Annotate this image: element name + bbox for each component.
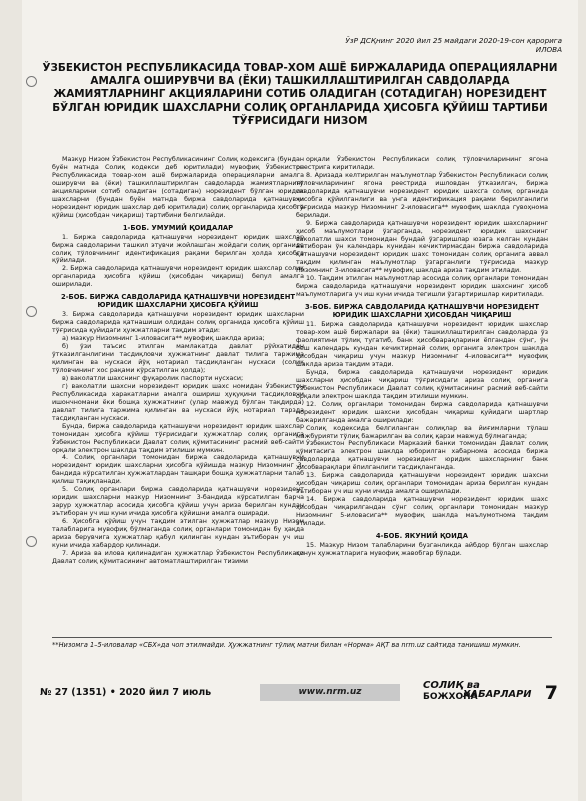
paragraph: Солиқ кодексида белгиланган солиқлар ва йиғимларни тўлаш мажбурияти тўлиқ бажарилган ва солиқ қарзи мавжуд бўлмаганда;	[296, 424, 548, 440]
paragraph: 3. Биржа савдоларида қатнашувчи норезидент юридик шахсларни биржа савдоларида қатнашиши олдидан солиқ органида ҳисобга қўйиш тўғрисида қуйидаги ҳужжатларни тақдим этади:	[52, 311, 304, 335]
paragraph: 11. Биржа савдоларида қатнашувчи норезидент юридик шахслар товар-хом ашё биржалари ва (ёки) ташкиллаштирилган савдоларда ўз фаолиятини тўлиқ тугатиб, банк ҳисобварақларини ёпгандан сўнг, ўн беш календарь кундан кечиктирмай солиқ органига электрон шаклда ҳисобдан чиқариш учун мазкур Низомнинг 4-иловасига** мувофиқ шаклда ариза тақдим этади.	[296, 321, 548, 368]
paragraph: Мазкур Низом Ўзбекистон Республикасининг Солиқ кодексига (бундан буён матнда Солиқ кодекси деб юритилади) мувофиқ Ўзбекистон Республикасида товар-хом ашё биржаларида операцияларни амалга оширувчи ва (ёки) ташкиллаштирилган савдоларда жамиятларнинг акцияларини сотиб оладиган (сотадиган) норезидент бўлган юридик шахсларни (бундан буён матнда биржа савдоларида қатнашувчи норезидент юридик шахслар деб юритилади) солиқ органларида ҳисобга қўйиш (ҳисобдан чиқариш) тартибини белгилайди.	[52, 156, 304, 219]
paragraph: орқали Ўзбекистон Республикаси солиқ тўловчиларининг ягона реестрига киритилади.	[296, 156, 548, 171]
section-heading: 3-БОБ. БИРЖА САВДОЛАРИДА ҚАТНАШУВЧИ НОРЕЗИДЕНТ ЮРИДИК ШАХСЛАРНИ ҲИСОБДАН ЧИҚАРИШ	[304, 303, 540, 320]
footnote: **Низомга 1–5-иловалар «СБХ»да чоп этилмайди. Ҳужжатнинг тўлиқ матни билан «Норма» АҚТ ва nrm.uz сайтида танишиш мумкин.	[52, 641, 521, 649]
paragraph: 5. Солиқ органлари биржа савдоларида қатнашувчи норезидент юридик шахсларни мазкур Низомнинг 3-бандида кўрсатилган барча зарур ҳужжатлар асосида ҳисобга қўйиш учун ариза берилган кундан эътиборан уч иш куни ичида ҳисобга қўйишни амалга оширади.	[52, 486, 304, 518]
newspaper-footer	[28, 678, 566, 708]
document-title: ЎЗБЕКИСТОН РЕСПУБЛИКАСИДА ТОВАР-ХОМ АШЁ БИРЖАЛАРИДА ОПЕРАЦИЯЛАРНИ АМАЛГА ОШИРУВЧИ ВА (ЁКИ) ТАШКИЛЛАШТИРИЛГАН САВДОЛАРДА ЖАМИЯТЛАРНИНГ АКЦИЯЛАРИНИ СОТИБ ОЛАДИГАН (СОТАДИГАН) НОРЕЗИДЕНТ БЎЛГАН ЮРИДИК ШАХСЛАРНИ СОЛИҚ ОРГАНЛАРИДА ҲИСОБГА ҚЎЙИШ ТАРТИБИ ТЎҒРИСИДАГИ НИЗОМ	[42, 62, 558, 127]
paragraph: Ўзбекистон Республикаси Марказий банки томонидан Давлат солиқ қўмитасига электрон шаклда юборилган хабарнома асосида биржа савдоларида қатнашувчи норезидент юридик шахсларнинг банк ҳисобварақлари ёпилганлиги тасдиқланганда.	[296, 440, 548, 472]
left-text-column	[52, 156, 304, 566]
issue-info: № 27 (1351) • 2020 йил 7 июль	[40, 687, 212, 698]
paragraph: в) ваколатли шахснинг фуқаролик паспорти нусхаси;	[62, 374, 244, 382]
paragraph: 9. Биржа савдоларида қатнашувчи норезидент юридик шахсларнинг ҳисоб маълумотлари ўзгарганда, норезидент юридик шахснинг ваколатли шахси томонидан бундай ўзгаришлар юзага келган кундан эътиборан ўн календарь кунидан кечиктирмасдан биржа савдоларида қатнашувчи норезидент юридик шахс томонидан солиқ органига аввал тақдим қилинган маълумотлар ўзгарганлиги тўғрисида мазкур Низомнинг 3-иловасига** мувофиқ шаклда ариза тақдим этилади.	[296, 219, 548, 275]
paragraph: б) ўзи таъсис этилган мамлакатда давлат рўйхатидан ўтказилганлигини тасдиқловчи ҳужжатнинг давлат тилига таржима қилинган ва нусхаси йўқ нотариал тасдиқланган нусхаси (солиқ тўловчининг хос рақами кўрсатилган ҳолда);	[52, 343, 304, 374]
page-number: 7	[544, 682, 558, 704]
paragraph: а) мазкур Низомнинг 1-иловасига** мувофиқ шаклда ариза;	[62, 335, 265, 343]
paragraph: 14. Биржа савдоларида қатнашувчи норезидент юридик шахс ҳисобдан чиқарилгандан сўнг солиқ органлари томонидан мазкур Низомнинг 5-иловасига** мувофиқ шаклда маълумотнома тақдим этилади.	[296, 496, 548, 527]
publication-logo	[423, 680, 532, 706]
footnote-divider	[52, 637, 552, 638]
paragraph: 12. Солиқ органлари томонидан биржа савдоларида қатнашувчи норезидент юридик шахсни ҳисобдан чиқариш қуйидаги шартлар бажарилганда амалга оширилади:	[296, 400, 548, 424]
paragraph: 8. Аризада келтирилган маълумотлар Ўзбекистон Республикаси солиқ тўловчиларининг ягона реестрида ишловдан ўтказилгач, биржа савдоларида қатнашувчи норезидент юридик шахсга солиқ органида ҳисобга қўйилганлиги ва унга идентификация рақами берилганлиги тўғрисида мазкур Низомнинг 2-иловасига** мувофиқ шаклда гувоҳнома берилади.	[296, 171, 548, 219]
header-note-line1: ЎзР ДСҚнинг 2020 йил 25 майдаги 2020-19-сон қарорига	[345, 36, 562, 45]
paragraph: 1. Биржа савдоларида қатнашувчи норезидент юридик шахслар биржа савдоларини ташкил этувчи жойлашган жойдаги солиқ органида солиқ тўловчининг идентификация рақами берилган ҳолда ҳисобга қўйилади.	[52, 233, 304, 265]
section-heading: 1-БОБ. УМУМИЙ ҚОИДАЛАР	[122, 223, 234, 232]
paragraph: 4. Солиқ органлари томонидан биржа савдоларида қатнашувчи норезидент юридик шахсларни ҳисобга қўйишда мазкур Низомнинг 3-бандида кўрсатилган ҳужжатлардан ташқари бошқа ҳужжатларни талаб қилиш тақиқланади.	[52, 454, 304, 486]
section-heading: 2-БОБ. БИРЖА САВДОЛАРИДА ҚАТНАШУВЧИ НОРЕЗИДЕНТ ЮРИДИК ШАХСЛАРНИ ҲИСОБГА ҚЎЙИШ	[60, 293, 296, 310]
logo-line1: СОЛИҚ ва	[423, 680, 480, 691]
right-text-column	[296, 156, 548, 558]
paragraph: 10. Тақдим этилган маълумотлар асосида солиқ органлари томонидан биржа савдоларида қатнашувчи норезидент юридик шахснинг ҳисоб маълумотларига уч иш куни ичида тегишли ўзгартиришлар киритилади.	[296, 275, 548, 299]
paragraph: Бунда, биржа савдоларида қатнашувчи норезидент юридик шахсларни ҳисобдан чиқариш тўғрисидаги ариза солиқ органига Ўзбекистон Республикаси Давлат солиқ қўмитасининг расмий веб-сайти орқали электрон шаклда тақдим этилиши мумкин.	[296, 368, 548, 400]
website-link[interactable]: www.nrm.uz	[260, 684, 400, 701]
paragraph: г) ваколатли шахсни норезидент юридик шахс номидан Ўзбекистон Республикасида харакатларни амалга ошириш ҳуқуқини тасдиқловчи ишончномани ёки бошқа ҳужжатнинг (улар мавжуд бўлган тақдирда) давлат тилига таржима қилинган ва нусхаси йўқ нотариал тарзда тасдиқланган нусхаси.	[52, 382, 304, 422]
paragraph: 7. Ариза ва илова қилинадиган ҳужжатлар Ўзбекистон Республикаси Давлат солиқ қўмитасининг автоматлаштирилган тизими	[52, 549, 304, 565]
logo-line2: БОЖХОНА	[423, 692, 478, 702]
paragraph: 15. Мазкур Низом талабларини бузганликда айбдор бўлган шахслар қонун ҳужжатларига мувофиқ жавобгар бўлади.	[296, 541, 548, 557]
paragraph: 2. Биржа савдоларида қатнашувчи норезидент юридик шахслар солиқ органларида ҳисобга қўйиш (ҳисобдан чиқариш) бепул амалга оширилади.	[52, 265, 304, 289]
header-note-line2: ИЛОВА	[535, 45, 562, 54]
paragraph: 6. Ҳисобга қўйиш учун тақдим этилган ҳужжатлар мазкур Низом талабларига мувофиқ бўлмаганда солиқ органлари томонидан бу ҳақда ариза берувчига ҳужжатлар қабул қилинган кундан эътиборан уч иш куни ичида хабардор қилинади.	[52, 518, 304, 549]
logo-line3: ХАБАРЛАРИ	[463, 689, 532, 700]
paragraph: Бунда, биржа савдоларида қатнашувчи норезидент юридик шахслар томонидан ҳисобга қўйиш тўғрисидаги ҳужжатлар солиқ органига Ўзбекистон Республикаси Давлат солиқ қўмитасининг расмий веб-сайти орқали электрон шаклда тақдим этилиши мумкин.	[52, 422, 304, 454]
section-heading: 4-БОБ. ЯКУНИЙ ҚОИДА	[375, 531, 469, 540]
document-header-note	[345, 36, 562, 54]
paragraph: 13. Биржа савдоларида қатнашувчи норезидент юридик шахсни ҳисобдан чиқариш солиқ органлари томонидан ариза берилган кундан эътиборан уч иш куни ичида амалга оширилади.	[296, 472, 548, 496]
